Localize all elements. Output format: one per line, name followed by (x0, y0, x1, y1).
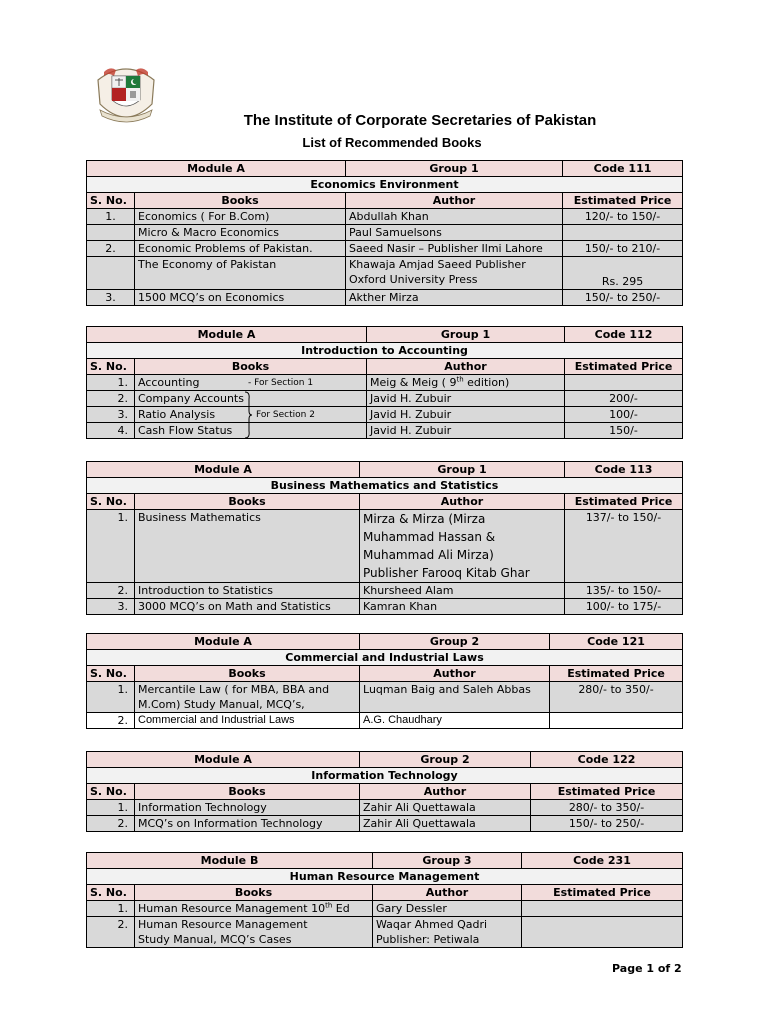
row-price: 100/- (565, 407, 683, 423)
row-sno: 1. (87, 682, 135, 713)
row-book (135, 375, 367, 391)
row-book-line: Mercantile Law ( for MBA, BBA and (138, 683, 330, 696)
table-header-row (87, 462, 683, 478)
module-cell: Module A (87, 634, 360, 650)
row-book: Cash Flow Status (135, 423, 367, 439)
subject-title: Commercial and Industrial Laws (87, 650, 683, 666)
subject-title: Economics Environment (87, 177, 683, 193)
row-sno: 1. (87, 901, 135, 917)
row-book-title: Ratio Analysis (138, 408, 216, 421)
code-cell: Code 122 (531, 752, 683, 768)
code-cell: Code 113 (565, 462, 683, 478)
table-row (87, 290, 683, 306)
row-price (550, 713, 683, 729)
row-author: Kamran Khan (360, 599, 565, 615)
row-price: 150/- to 250/- (563, 290, 683, 306)
group-cell: Group 1 (367, 327, 565, 343)
row-book-line: M.Com) Study Manual, MCQ’s, (138, 698, 305, 711)
col-sno: S. No. (87, 666, 135, 682)
row-book: Micro & Macro Economics (135, 225, 346, 241)
row-author-line: Mirza & Mirza (Mirza (363, 512, 486, 526)
table-row (87, 209, 683, 225)
section-note: - For Section 1 (248, 378, 314, 388)
row-price: 150/- (565, 423, 683, 439)
row-book (135, 407, 367, 423)
row-price (522, 901, 683, 917)
row-sno: 3. (87, 599, 135, 615)
col-author: Author (360, 666, 550, 682)
row-author: Akther Mirza (346, 290, 563, 306)
row-author (367, 375, 565, 391)
row-price: 280/- to 350/- (531, 800, 683, 816)
col-sno: S. No. (87, 885, 135, 901)
row-price (522, 917, 683, 948)
column-header-row (87, 666, 683, 682)
row-book: 1500 MCQ’s on Economics (135, 290, 346, 306)
row-author: Luqman Baig and Saleh Abbas (360, 682, 550, 713)
row-price (565, 375, 683, 391)
row-author: Zahir Ali Quettawala (360, 800, 531, 816)
page-number: Page 1 of 2 (612, 962, 682, 975)
subject-title: Human Resource Management (87, 869, 683, 885)
group-cell: Group 1 (346, 161, 563, 177)
module-cell: Module A (87, 752, 360, 768)
col-books: Books (135, 359, 367, 375)
subject-title: Introduction to Accounting (87, 343, 683, 359)
table-row (87, 510, 683, 583)
row-author: Javid H. Zubuir (367, 423, 565, 439)
code-cell: Code 231 (522, 853, 683, 869)
row-price: 137/- to 150/- (565, 510, 683, 583)
code-cell: Code 121 (550, 634, 683, 650)
row-author: Javid H. Zubuir (367, 407, 565, 423)
col-books: Books (135, 784, 360, 800)
row-price (563, 225, 683, 241)
document-subtitle: List of Recommended Books (302, 135, 482, 150)
row-book: MCQ’s on Information Technology (135, 816, 360, 832)
row-author (373, 917, 522, 948)
row-author-text: Meig & Meig ( 9 (370, 376, 457, 389)
row-sno: 2. (87, 583, 135, 599)
module-cell: Module A (87, 161, 346, 177)
col-books: Books (135, 885, 373, 901)
row-book: Commercial and Industrial Laws (135, 713, 360, 729)
group-cell: Group 2 (360, 634, 550, 650)
table-row (87, 917, 683, 948)
books-table-code-122 (86, 751, 683, 832)
row-sno: 1. (87, 209, 135, 225)
col-books: Books (135, 494, 360, 510)
row-author: Abdullah Khan (346, 209, 563, 225)
row-book-line: Study Manual, MCQ’s Cases (138, 933, 292, 946)
row-author: Saeed Nasir – Publisher Ilmi Lahore (346, 241, 563, 257)
row-author: Khursheed Alam (360, 583, 565, 599)
col-price: Estimated Price (565, 359, 683, 375)
column-header-row (87, 494, 683, 510)
table-header-row (87, 853, 683, 869)
row-sno: 1. (87, 375, 135, 391)
row-sno (87, 225, 135, 241)
table-header-row (87, 327, 683, 343)
row-price: 100/- to 175/- (565, 599, 683, 615)
code-cell: Code 112 (565, 327, 683, 343)
table-row (87, 257, 683, 290)
col-price: Estimated Price (565, 494, 683, 510)
row-author (346, 257, 563, 290)
row-price: 150/- to 250/- (531, 816, 683, 832)
row-book-end: Ed (332, 902, 350, 915)
column-header-row (87, 784, 683, 800)
row-book (135, 901, 373, 917)
row-book: The Economy of Pakistan (135, 257, 346, 290)
row-sno: 1. (87, 800, 135, 816)
table-header-row (87, 752, 683, 768)
row-author-line: Muhammad Ali Mirza) (363, 548, 494, 562)
row-book-text: Human Resource Management 10 (138, 902, 326, 915)
group-cell: Group 1 (360, 462, 565, 478)
col-author: Author (373, 885, 522, 901)
row-price: 150/- to 210/- (563, 241, 683, 257)
row-book-title: Accounting (138, 376, 200, 389)
books-table-code-113 (86, 461, 683, 615)
row-book: 3000 MCQ’s on Math and Statistics (135, 599, 360, 615)
table-row (87, 241, 683, 257)
row-author-line: Publisher: Petiwala (376, 933, 480, 946)
brace-icon (243, 391, 253, 439)
column-header-row (87, 885, 683, 901)
row-price: Rs. 295 (563, 257, 683, 290)
row-sno: 3. (87, 407, 135, 423)
row-author-end: edition) (463, 376, 510, 389)
table-row (87, 800, 683, 816)
books-table-code-111 (86, 160, 683, 306)
col-price: Estimated Price (563, 193, 683, 209)
books-table-code-231 (86, 852, 683, 948)
col-author: Author (360, 494, 565, 510)
row-price: 120/- to 150/- (563, 209, 683, 225)
row-sno: 4. (87, 423, 135, 439)
row-author-line: Khawaja Amjad Saeed Publisher (349, 258, 526, 271)
row-sno: 2. (87, 917, 135, 948)
row-author-line: Muhammad Hassan & (363, 530, 496, 544)
row-price: 135/- to 150/- (565, 583, 683, 599)
row-author: Javid H. Zubuir (367, 391, 565, 407)
col-price: Estimated Price (522, 885, 683, 901)
table-row (87, 599, 683, 615)
group-cell: Group 3 (373, 853, 522, 869)
row-author: Paul Samuelsons (346, 225, 563, 241)
col-author: Author (360, 784, 531, 800)
row-price: 280/- to 350/- (550, 682, 683, 713)
column-header-row (87, 193, 683, 209)
col-sno: S. No. (87, 784, 135, 800)
col-books: Books (135, 666, 360, 682)
table-row (87, 375, 683, 391)
table-header-row (87, 161, 683, 177)
col-sno: S. No. (87, 494, 135, 510)
subject-title: Information Technology (87, 768, 683, 784)
row-sno: 1. (87, 510, 135, 583)
table-row (87, 713, 683, 729)
row-sno: 2. (87, 816, 135, 832)
col-sno: S. No. (87, 359, 135, 375)
row-author-sup: th (456, 375, 464, 384)
table-row (87, 583, 683, 599)
table-row (87, 682, 683, 713)
module-cell: Module A (87, 327, 367, 343)
row-book (135, 917, 373, 948)
row-sno: 2. (87, 241, 135, 257)
row-book-sup: th (325, 901, 333, 910)
books-table-code-121 (86, 633, 683, 729)
row-book (135, 682, 360, 713)
col-author: Author (367, 359, 565, 375)
module-cell: Module B (87, 853, 373, 869)
row-sno (87, 257, 135, 290)
row-book: Economics ( For B.Com) (135, 209, 346, 225)
row-sno: 2. (87, 713, 135, 729)
row-author-line: Waqar Ahmed Qadri (376, 918, 488, 931)
subject-title: Business Mathematics and Statistics (87, 478, 683, 494)
row-author (360, 510, 565, 583)
row-author-line: Publisher Farooq Kitab Ghar (363, 566, 530, 580)
books-table-code-112 (86, 326, 683, 439)
row-book: Company Accounts (135, 391, 367, 407)
document-title: The Institute of Corporate Secretaries of Pakistan (243, 112, 597, 129)
module-cell: Module A (87, 462, 360, 478)
col-sno: S. No. (87, 193, 135, 209)
table-row (87, 391, 683, 407)
row-author: Zahir Ali Quettawala (360, 816, 531, 832)
row-book: Economic Problems of Pakistan. (135, 241, 346, 257)
table-row (87, 816, 683, 832)
row-author: Gary Dessler (373, 901, 522, 917)
row-sno: 3. (87, 290, 135, 306)
row-book: Introduction to Statistics (135, 583, 360, 599)
row-book-line: Human Resource Management (138, 918, 308, 931)
table-header-row (87, 634, 683, 650)
row-author-line: Oxford University Press (349, 273, 478, 286)
col-author: Author (346, 193, 563, 209)
code-cell: Code 111 (563, 161, 683, 177)
table-row (87, 407, 683, 423)
section-note: For Section 2 (256, 410, 315, 420)
row-sno: 2. (87, 391, 135, 407)
table-row (87, 225, 683, 241)
row-book: Business Mathematics (135, 510, 360, 583)
col-price: Estimated Price (531, 784, 683, 800)
row-author: A.G. Chaudhary (360, 713, 550, 729)
column-header-row (87, 359, 683, 375)
col-price: Estimated Price (550, 666, 683, 682)
row-price: 200/- (565, 391, 683, 407)
table-row (87, 423, 683, 439)
col-books: Books (135, 193, 346, 209)
group-cell: Group 2 (360, 752, 531, 768)
table-row (87, 901, 683, 917)
row-book: Information Technology (135, 800, 360, 816)
